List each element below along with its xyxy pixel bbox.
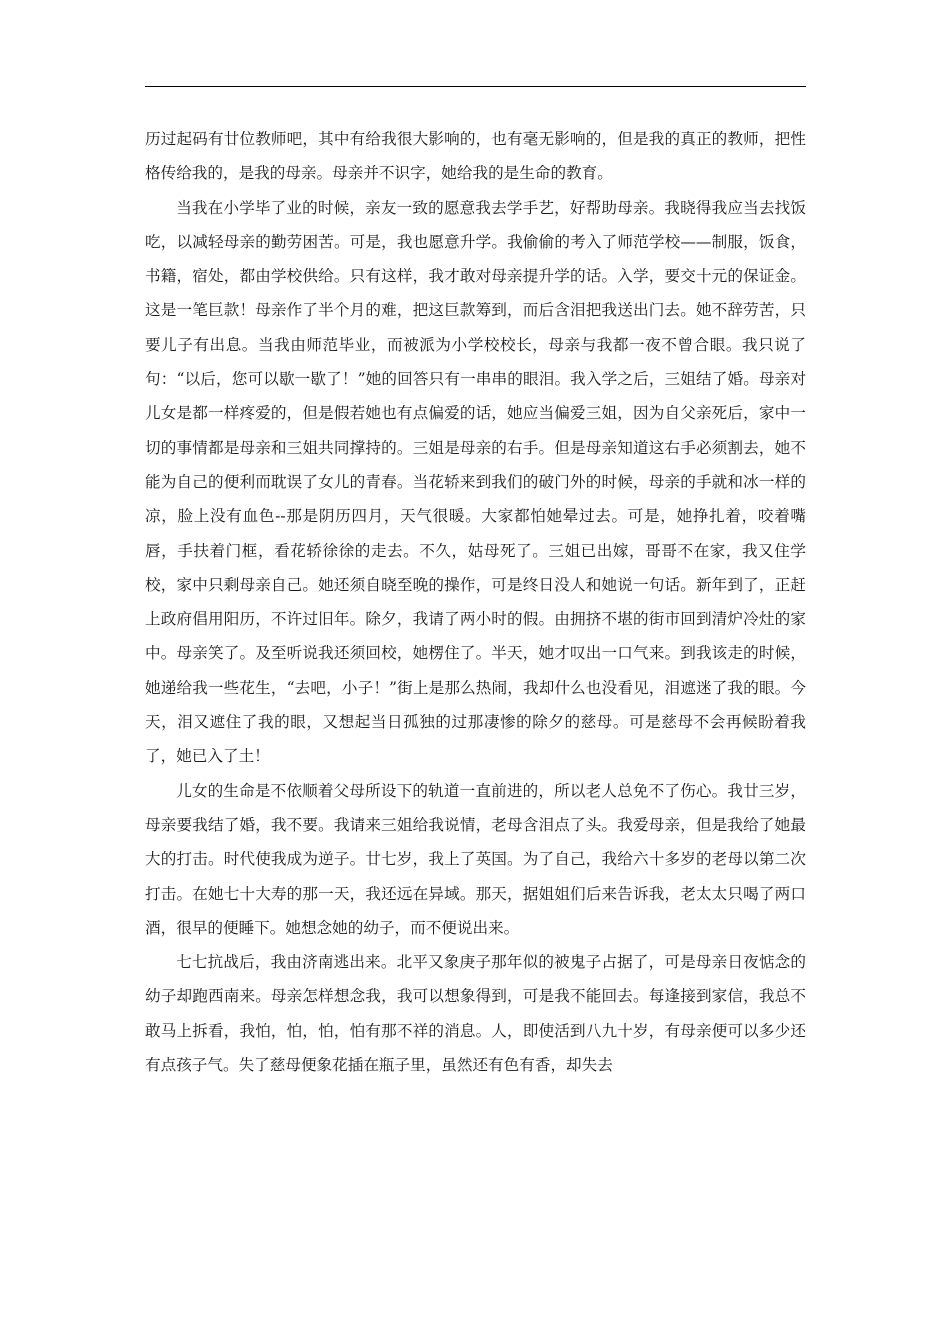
paragraph-2: 当我在小学毕了业的时候，亲友一致的愿意我去学手艺，好帮助母亲。我晓得我应当去找饭吃，以减轻母亲的勤劳困苦。可是，我也愿意升学。我偷偷的考入了师范学校——制服，饭食，书籍，宿处，都由学校供给。只有这样，我才敢对母亲提升学的话。入学，要交十元的保证金。这是一笔巨款！母亲作了半个月的难，把这巨款筹到，而后含泪把我送出门去。她不辞劳苦，只要儿子有出息。当我由师范毕业，而被派为小学校校长，母亲与我都一夜不曾合眼。我只说了句：“以后，您可以歇一歇了！”她的回答只有一串串的眼泪。我入学之后，三姐结了婚。母亲对儿女是都一样疼爱的，但是假若她也有点偏爱的话，她应当偏爱三姐，因为自父亲死后，家中一切的事情都是母亲和三姐共同撑持的。三姐是母亲的右手。但是母亲知道这右手必须割去，她不能为自己的便利而耽误了女儿的青春。当花轿来到我们的破门外的时候，母亲的手就和冰一样的凉，脸上没有血色--那是阴历四月，天气很暖。大家都怕她晕过去。可是，她挣扎着，咬着嘴唇，手扶着门框，看花轿徐徐的走去。不久，姑母死了。三姐已出嫁，哥哥不在家，我又住学校，家中只剩母亲自己。她还须自晓至晚的操作，可是终日没人和她说一句话。新年到了，正赶上政府倡用阳历，不许过旧年。除夕，我请了两小时的假。由拥挤不堪的街市回到清炉冷灶的家中。母亲笑了。及至听说我还须回校，她楞住了。半天，她才叹出一口气来。到我该走的时候，她递给我一些花生，“去吧，小子！”街上是那么热闹，我却什么也没看见，泪遮迷了我的眼。今天，泪又遮住了我的眼，又想起当日孤独的过那凄惨的除夕的慈母。可是慈母不会再候盼着我了，她已入了土！ [145, 198, 806, 766]
paragraph-3: 儿女的生命是不依顺着父母所设下的轨道一直前进的，所以老人总免不了伤心。我廿三岁，母亲要我结了婚，我不要。我请来三姐给我说情，老母含泪点了头。我爱母亲，但是我给了她最大的打击。时代使我成为逆子。廿七岁，我上了英国。为了自己，我给六十多岁的老母以第二次打击。在她七十大寿的那一天，我还远在异域。那天，据姐姐们后来告诉我，老太太只喝了两口酒，很早的便睡下。她想念她的幼子，而不便说出来。 [145, 781, 806, 937]
body-text [145, 122, 806, 1082]
paragraph-4: 七七抗战后，我由济南逃出来。北平又象庚子那年似的被鬼子占据了，可是母亲日夜惦念的幼子却跑西南来。母亲怎样想念我，我可以想象得到，可是我不能回去。每逢接到家信，我总不敢马上拆看，我怕，怕，怕，怕有那不祥的消息。人，即使活到八九十岁，有母亲便可以多少还有点孩子气。失了慈母便象花插在瓶子里，虽然还有色有香，却失去 [145, 953, 806, 1075]
header-rule [145, 86, 806, 87]
paragraph-1: 历过起码有廿位教师吧，其中有给我很大影响的，也有毫无影响的，但是我的真正的教师，把性格传给我的，是我的母亲。母亲并不识字，她给我的是生命的教育。 [145, 130, 806, 183]
